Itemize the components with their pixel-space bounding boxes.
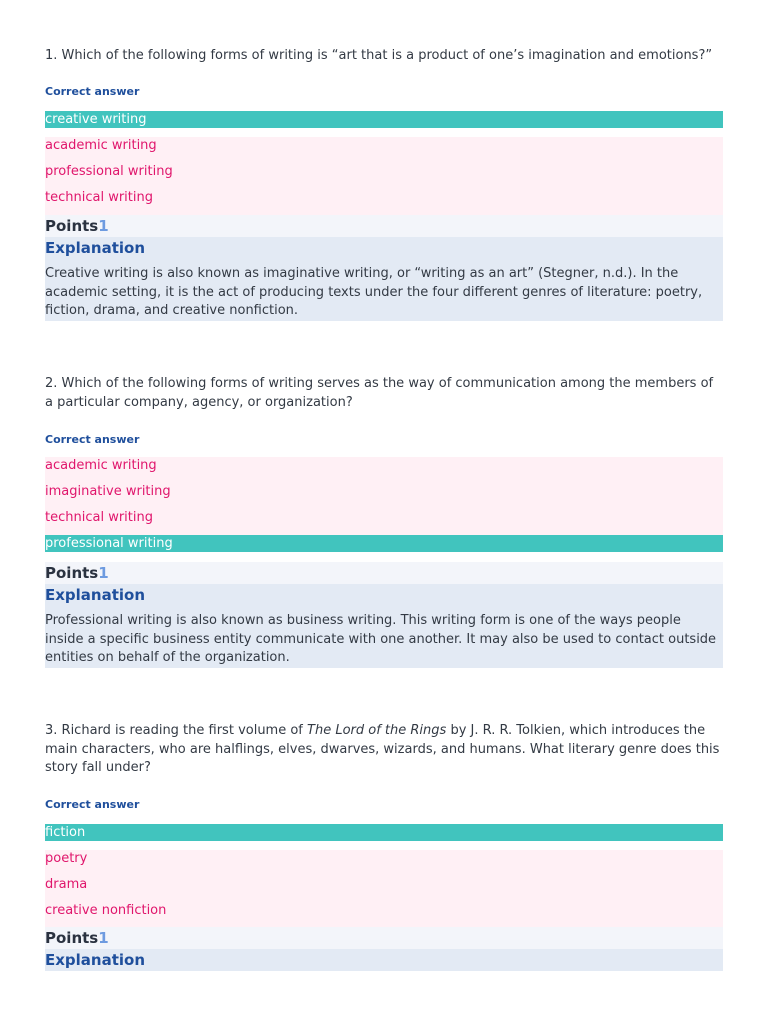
answer-options	[45, 824, 723, 928]
answer-options	[45, 111, 723, 215]
correct-answer-label: Correct answer	[45, 433, 140, 446]
explanation-box	[45, 237, 723, 321]
book-title: The Lord of the Rings	[307, 723, 447, 738]
answer-option: technical writing	[45, 189, 723, 215]
question-text-suffix: by J. R. R. Tolkien, which introduces the main characters, who are halflings, elves, dwarves, wizards, and humans. What literary genre does this story fall under?	[45, 723, 720, 775]
points-label: Points	[45, 929, 99, 947]
question-text: 1. Which of the following forms of writing is “art that is a product of one’s imagination and emotions?”	[45, 48, 713, 63]
points-row	[45, 215, 723, 237]
explanation-title: Explanation	[45, 951, 146, 969]
question-block-1	[45, 47, 723, 322]
explanation-box	[45, 949, 723, 971]
points-value: 1	[98, 929, 109, 947]
explanation-title: Explanation	[45, 586, 146, 604]
answer-option: imaginative writing	[45, 483, 723, 509]
explanation-box	[45, 584, 723, 668]
points-label: Points	[45, 564, 99, 582]
question-text-prefix: 3. Richard is reading the first volume of	[45, 723, 308, 738]
points-value: 1	[98, 564, 109, 582]
answer-option: poetry	[45, 850, 723, 876]
answer-option-correct: fiction	[45, 824, 723, 841]
answer-option: academic writing	[45, 137, 723, 163]
answer-option-correct: creative writing	[45, 111, 723, 128]
points-label: Points	[45, 217, 99, 235]
explanation-text: Creative writing is also known as imaginative writing, or “writing as an art” (Stegner, n.d.). In the academic setting, it is the act of producing texts under the four different genres of literature: poetry, fiction, drama, and creative nonfiction.	[45, 266, 703, 318]
points-row	[45, 927, 723, 949]
points-row	[45, 562, 723, 584]
answer-options	[45, 457, 723, 561]
explanation-text: Professional writing is also known as business writing. This writing form is one of the ways people inside a specific business entity communicate with one another. It may also be used to contact outside entities on behalf of the organization.	[45, 613, 717, 665]
question-text: 2. Which of the following forms of writing serves as the way of communication among the members of a particular company, agency, or organization?	[45, 376, 714, 410]
answer-option: professional writing	[45, 163, 723, 189]
correct-answer-label: Correct answer	[45, 798, 140, 811]
question-block-2	[45, 375, 723, 670]
answer-option-correct: professional writing	[45, 535, 723, 552]
explanation-title: Explanation	[45, 239, 146, 257]
answer-option: technical writing	[45, 509, 723, 535]
answer-option: drama	[45, 876, 723, 902]
answer-option: creative nonfiction	[45, 902, 723, 928]
question-block-3	[45, 722, 723, 972]
answer-option: academic writing	[45, 457, 723, 483]
points-value: 1	[98, 217, 109, 235]
correct-answer-label: Correct answer	[45, 85, 140, 98]
question-text	[45, 722, 723, 778]
